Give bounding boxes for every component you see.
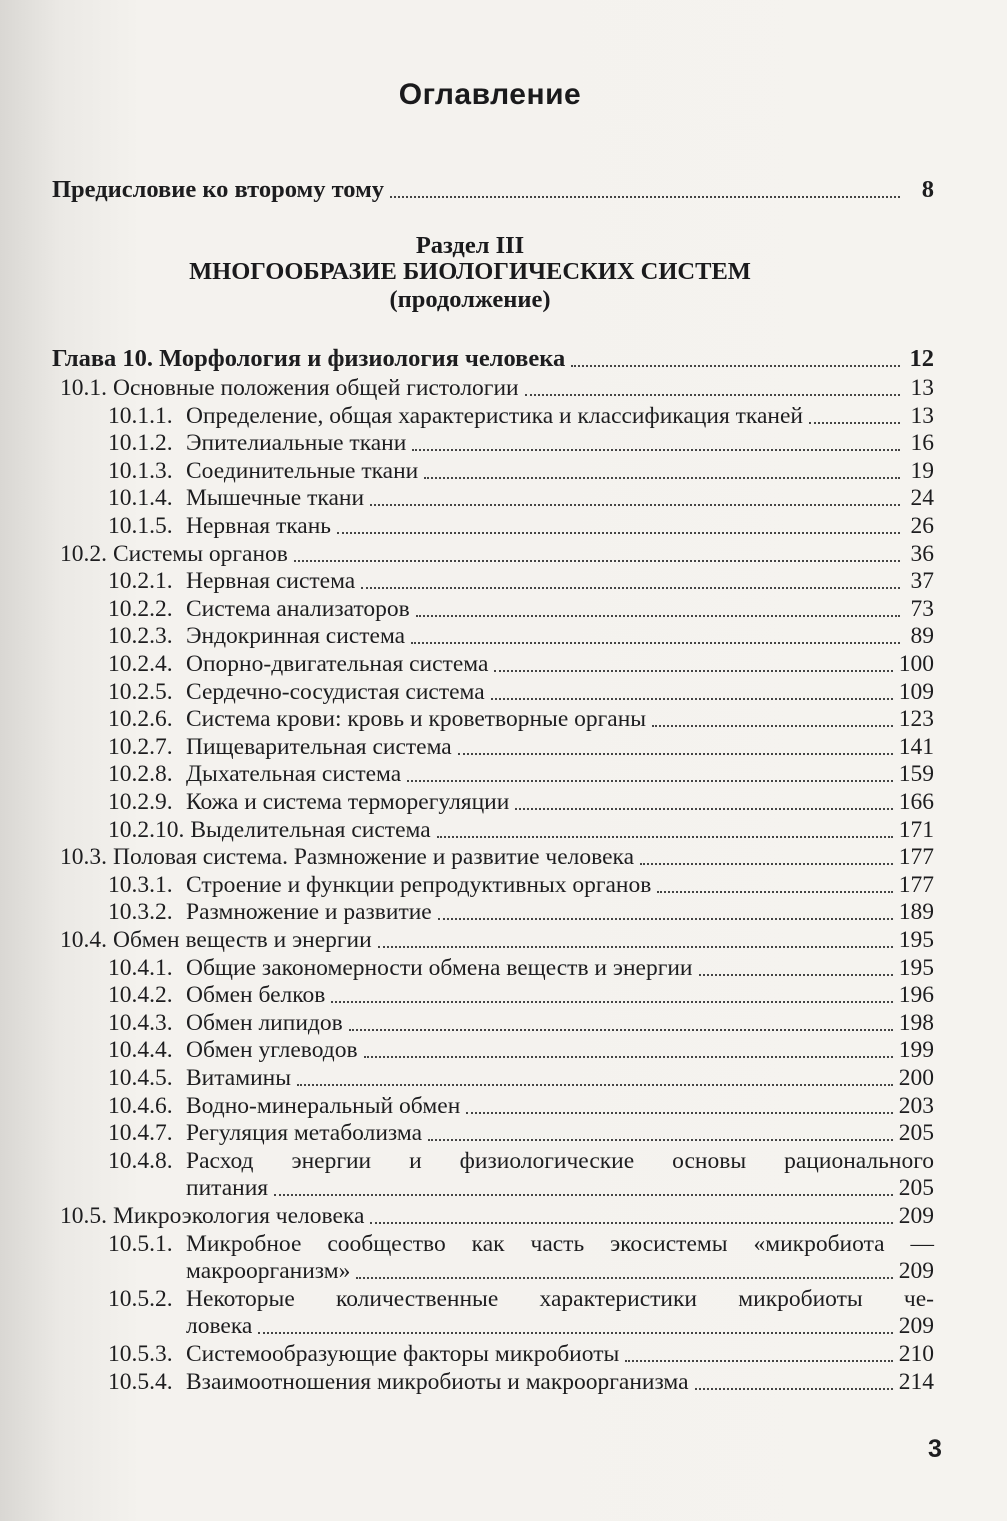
toc-entry-title: Морфология и физиология человека <box>159 345 566 372</box>
toc-entry-title: Регуляция метаболизма <box>186 1120 422 1147</box>
toc-entry <box>108 1285 934 1313</box>
leader-dots <box>416 605 900 617</box>
leader-dots <box>370 1212 892 1224</box>
leader-dots <box>466 1102 892 1114</box>
toc-entry-title: Строение и функции репродуктивных органов <box>186 871 652 898</box>
toc-entry-title: Расход энергии и физиологические основы рационального <box>186 1147 934 1174</box>
leader-dots <box>349 1019 893 1031</box>
toc-entry-number: 10.4.7. <box>108 1120 173 1147</box>
toc-entry-number: 10.4.8. <box>108 1147 173 1174</box>
leader-dots <box>412 439 900 451</box>
toc-entry-number: 10.2.8. <box>108 761 173 788</box>
toc-entry-page: 177 <box>898 871 934 898</box>
toc-entry <box>108 1340 934 1368</box>
leader-dots <box>438 908 893 920</box>
leader-dots <box>525 384 900 396</box>
leader-dots <box>699 964 893 976</box>
toc-entry-title: Общие закономерности обмена веществ и энергии <box>186 954 693 981</box>
toc-entry-page: 195 <box>898 954 934 981</box>
leader-dots <box>657 881 892 893</box>
toc-entry-number: 10.2.6. <box>108 706 173 733</box>
leader-dots <box>437 826 893 838</box>
toc-entry-page: 205 <box>898 1175 934 1202</box>
toc-entry-page: 203 <box>898 1092 934 1119</box>
toc-entry-title: Пищеварительная система <box>186 733 452 760</box>
leader-dots <box>424 467 900 479</box>
toc-entry-title: Нервная система <box>186 568 356 595</box>
leader-dots <box>428 1129 893 1141</box>
leader-dots <box>361 577 900 589</box>
toc-entry-page: 73 <box>910 595 934 622</box>
toc-entry-title: Обмен белков <box>186 982 326 1009</box>
toc-entry-page: 100 <box>898 651 934 677</box>
toc-entry-page: 196 <box>898 982 934 1009</box>
toc-entry-number: 10.1.1. <box>108 402 173 429</box>
toc-entry-number: 10.2.3. <box>108 623 173 650</box>
toc-entry-page: 195 <box>898 927 934 953</box>
toc-entry-number: 10.5.3. <box>108 1341 173 1367</box>
toc-entry <box>108 678 934 706</box>
toc-entry <box>108 567 934 595</box>
toc-entry-title-cont: ловека <box>186 1313 253 1340</box>
toc-entry-page: 19 <box>910 457 934 484</box>
leader-dots <box>411 632 900 644</box>
leader-dots <box>491 688 893 700</box>
toc-entry-page: 200 <box>898 1065 934 1091</box>
toc-entry <box>108 457 934 485</box>
toc-entry-title: Обмен липидов <box>186 1009 343 1036</box>
toc-entry-title: Дыхательная система <box>186 761 402 788</box>
toc-entry-page: 199 <box>898 1037 934 1064</box>
toc-entry <box>108 705 934 733</box>
toc-entry <box>108 1009 934 1037</box>
leader-dots <box>356 1267 892 1279</box>
leader-dots <box>331 991 892 1003</box>
toc-entry-page: 13 <box>910 375 934 401</box>
leader-dots <box>695 1378 893 1390</box>
toc-preface-page: 8 <box>921 176 934 203</box>
toc-entry-title: Микробное сообщество как часть экосистемы «микробиота — <box>186 1230 934 1257</box>
toc-entry-title: Сердечно-сосудистая система <box>186 678 485 705</box>
toc-entry-number: 10.1.3. <box>108 457 173 484</box>
toc-entry <box>108 650 934 678</box>
toc-entry-page: 209 <box>898 1203 934 1229</box>
toc-entry <box>52 345 934 373</box>
toc-entry <box>108 1230 934 1258</box>
toc-entry <box>108 402 934 430</box>
toc-entry-title-cont: макроорганизм» <box>186 1258 351 1285</box>
toc-entry-number: 10.5.4. <box>108 1368 173 1395</box>
toc-entry-title: Витамины <box>186 1065 292 1091</box>
toc-entry-title: Основные положения общей гистологии <box>113 375 519 401</box>
leader-dots <box>258 1322 892 1334</box>
toc-entry-continuation <box>186 1257 934 1285</box>
toc-entry-title: Взаимоотношения микробиоты и макроорганизма <box>186 1368 689 1395</box>
toc-entry-title: Выделительная система <box>190 816 431 843</box>
section-label: Раздел III <box>415 232 525 259</box>
toc-entry-page: 123 <box>898 706 934 733</box>
leader-dots <box>809 412 900 424</box>
toc-entry-title: Некоторые количественные характеристики микробиоты че- <box>186 1285 934 1312</box>
toc-entry-title: Нервная ткань <box>186 513 331 539</box>
section-note: (продолжение) <box>389 286 551 313</box>
leader-dots <box>378 936 893 948</box>
toc-entry-page: 205 <box>898 1120 934 1147</box>
leader-dots <box>297 1074 893 1086</box>
toc-entry-number: 10.2.4. <box>108 651 173 677</box>
toc-entry-title: Система крови: кровь и кроветворные органы <box>186 706 647 733</box>
toc-entry <box>60 843 934 871</box>
leader-dots <box>640 853 893 865</box>
toc-entry-page: 189 <box>898 899 934 926</box>
page-number: 3 <box>928 1435 942 1463</box>
toc-entry-number: 10.4.1. <box>108 954 173 981</box>
toc-entry-title: Опорно-двигательная система <box>186 651 489 677</box>
toc-entry-number: 10.1. <box>60 375 107 401</box>
toc-entry-number: 10.2. <box>60 540 107 567</box>
toc-entry-title: Мышечные ткани <box>186 485 365 512</box>
toc-entry <box>108 512 934 540</box>
toc-entry <box>108 871 934 899</box>
toc-entry-page: 36 <box>910 540 934 567</box>
toc-entry-page: 12 <box>909 345 934 372</box>
toc-entry-number: 10.5. <box>60 1203 107 1229</box>
toc-entry-title: Определение, общая характеристика и классификация тканей <box>186 402 803 429</box>
toc-entry-number: 10.3.2. <box>108 899 173 926</box>
toc-entry-page: 210 <box>898 1341 934 1367</box>
leader-dots <box>337 522 900 534</box>
toc-entry-page: 198 <box>898 1009 934 1036</box>
toc-entry-title: Системообразующие факторы микробиоты <box>186 1341 620 1367</box>
toc-entry <box>108 981 934 1009</box>
toc-entry-number: 10.1.4. <box>108 485 173 512</box>
toc-entry-number: 10.2.5. <box>108 678 173 705</box>
toc-entry-title: Эндокринная система <box>186 623 406 650</box>
leader-dots <box>294 550 900 562</box>
toc-preface-title: Предисловие ко второму тому <box>52 176 385 203</box>
toc-entry-page: 13 <box>910 402 934 429</box>
toc-entry-title: Водно-минеральный обмен <box>186 1092 461 1119</box>
toc-entry-title: Соединительные ткани <box>186 457 419 484</box>
toc-entry <box>108 1092 934 1120</box>
toc-entry <box>108 595 934 623</box>
toc-entry-number: 10.4. <box>60 927 107 953</box>
toc-entry-number: 10.4.4. <box>108 1037 173 1064</box>
toc-entry-number: 10.2.1. <box>108 568 173 595</box>
toc-entry <box>108 622 934 650</box>
toc-entry-continuation <box>186 1174 934 1202</box>
toc-entry-page: 166 <box>898 789 934 815</box>
toc-entry <box>108 1036 934 1064</box>
toc-entry-page: 89 <box>910 623 934 650</box>
leader-dots <box>625 1350 893 1362</box>
toc-entry <box>60 926 934 954</box>
leader-dots <box>515 798 892 810</box>
leader-dots <box>458 743 893 755</box>
toc-preface <box>52 176 934 204</box>
leader-dots <box>370 494 900 506</box>
toc-entry-title: Обмен углеводов <box>186 1037 358 1064</box>
toc-entry-title: Половая система. Размножение и развитие человека <box>113 844 635 871</box>
toc-entry-number: 10.2.7. <box>108 733 173 760</box>
toc-entry <box>108 1064 934 1092</box>
leader-dots <box>494 660 892 672</box>
toc-entry <box>108 733 934 761</box>
toc-entry-number: 10.4.2. <box>108 982 173 1009</box>
leader-dots <box>390 186 900 198</box>
toc-entry-number: 10.4.6. <box>108 1092 173 1119</box>
toc-entry-title: Микроэкология человека <box>113 1203 365 1229</box>
toc-entry-number: 10.3.1. <box>108 871 173 898</box>
toc-entry <box>108 760 934 788</box>
toc-entry-page: 159 <box>898 761 934 788</box>
toc-entry-number: 10.4.3. <box>108 1009 173 1036</box>
toc-entry-number: Глава 10. <box>52 345 154 372</box>
toc-entry-page: 26 <box>910 513 934 539</box>
toc-entry-page: 16 <box>910 430 934 457</box>
leader-dots <box>652 715 893 727</box>
toc-entry <box>108 898 934 926</box>
toc-entry-number: 10.5.2. <box>108 1285 173 1312</box>
leader-dots <box>364 1046 893 1058</box>
toc-entry-title: Кожа и система терморегуляции <box>186 789 510 815</box>
toc-entry-number: 10.3. <box>60 844 107 871</box>
toc-entry-continuation <box>186 1312 934 1340</box>
toc-entry <box>108 816 934 844</box>
toc-entry-number: 10.5.1. <box>108 1230 173 1257</box>
toc-entry-page: 171 <box>898 816 934 843</box>
toc-entry <box>108 484 934 512</box>
toc-entry-page: 37 <box>910 568 934 595</box>
toc-entry <box>60 540 934 568</box>
toc-entry-number: 10.1.2. <box>108 430 173 457</box>
section-name: МНОГООБРАЗИЕ БИОЛОГИЧЕСКИХ СИСТЕМ <box>189 258 751 285</box>
leader-dots <box>274 1184 893 1196</box>
toc-entry-number: 10.2.2. <box>108 595 173 622</box>
toc-entry <box>108 1368 934 1396</box>
toc-entry-page: 109 <box>898 678 934 705</box>
toc-entry <box>108 1119 934 1147</box>
toc-entry <box>108 954 934 982</box>
leader-dots <box>407 770 893 782</box>
toc-entry-page: 214 <box>898 1368 934 1395</box>
toc-entry <box>108 788 934 816</box>
toc-entry <box>108 1147 934 1175</box>
toc-entry-title: Система анализаторов <box>186 595 410 622</box>
toc-entry-number: 10.1.5. <box>108 513 173 539</box>
toc-entry-number: 10.2.9. <box>108 789 173 815</box>
toc-entry-page: 141 <box>898 733 934 760</box>
toc-entry <box>60 1202 934 1230</box>
toc-entry-page: 24 <box>910 485 934 512</box>
toc-entry <box>60 374 934 402</box>
toc-entry-page: 209 <box>898 1313 934 1340</box>
toc-entry-page: 177 <box>898 844 934 871</box>
toc-entry-title: Системы органов <box>113 540 288 567</box>
toc-entry-title: Обмен веществ и энергии <box>113 927 372 953</box>
leader-dots <box>571 355 900 367</box>
toc-entry-page: 209 <box>898 1258 934 1285</box>
toc-entry-title: Размножение и развитие <box>186 899 432 926</box>
toc-entry-number: 10.2.10. <box>108 816 185 843</box>
toc-entry-number: 10.4.5. <box>108 1065 173 1091</box>
toc-entry <box>108 429 934 457</box>
page-title: Оглавление <box>398 78 582 111</box>
toc-entry-title-cont: питания <box>186 1175 269 1202</box>
toc-entry-title: Эпителиальные ткани <box>186 430 407 457</box>
